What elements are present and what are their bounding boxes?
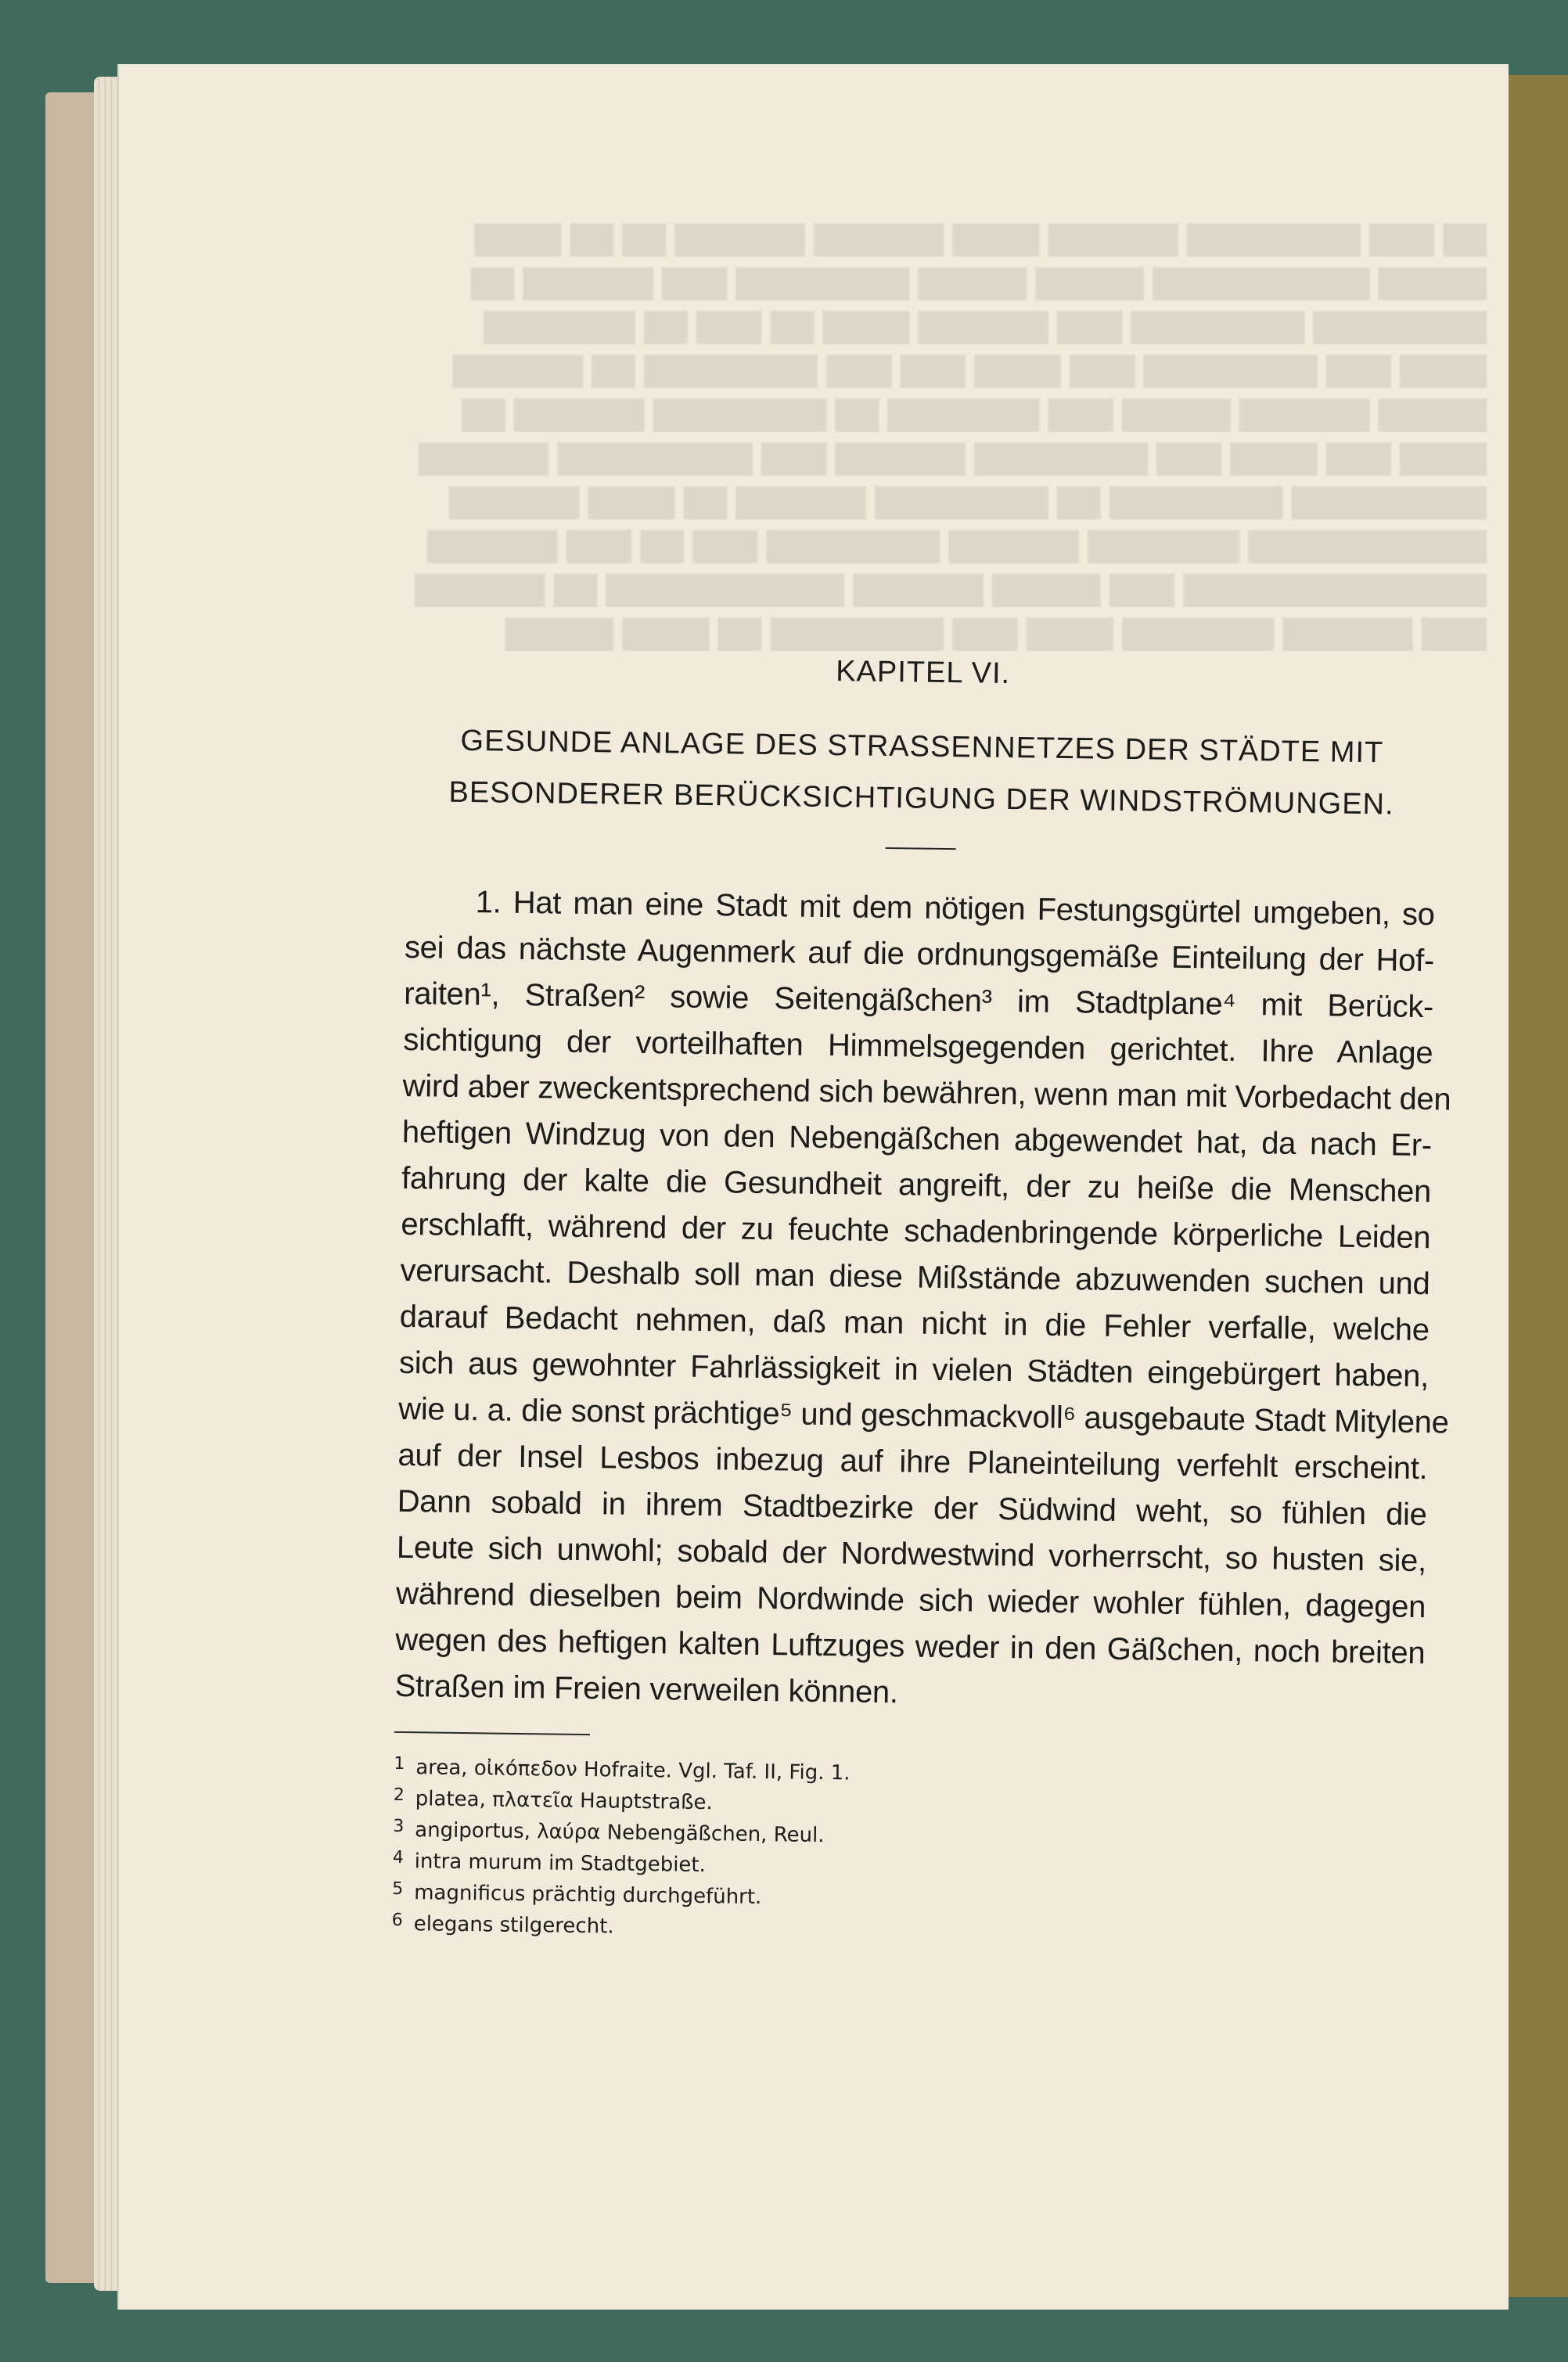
body-line: während dieselben beim Nordwinde sich wieder wohler fühlen, dagegen (395, 1576, 1426, 1625)
footnote-number: 5 (392, 1878, 404, 1900)
footnote-number: 6 (391, 1910, 403, 1931)
footnote-text: magnificus prächtig durchgeführt. (414, 1881, 762, 1910)
footnote-text: elegans stilgerecht. (413, 1912, 614, 1939)
body-line: wie u. a. die sonst prächtige⁵ und geschmackvoll⁶ ausgebaute Stadt Mitylene (398, 1391, 1449, 1440)
body-line: wegen des heftigen kalten Luftzuges weder in den Gäßchen, noch breiten (395, 1622, 1426, 1671)
body-line: Leute sich unwohl; sobald der Nordwestwind vorherrscht, so husten sie, (396, 1530, 1427, 1579)
footnote-text: platea, πλατεῖα Hauptstraße. (415, 1787, 713, 1815)
body-line: verursacht. Deshalb soll man diese Mißstände abzuwenden suchen und (400, 1253, 1430, 1302)
footnote-number: 3 (393, 1816, 405, 1837)
body-line: wird aber zweckentsprechend sich bewähren, wenn man mit Vorbedacht den (402, 1068, 1451, 1117)
body-line: sich aus gewohnter Fahrlässigkeit in vielen Städten eingebürgert haben, (398, 1345, 1430, 1394)
body-line: Straßen im Freien verweilen können. (394, 1668, 899, 1710)
body-line: 1. Hat man eine Stadt mit dem nötigen Festungsgürtel umgeben, so (475, 885, 1435, 933)
body-line: Dann sobald in ihrem Stadtbezirke der Südwind weht, so fühlen die (397, 1483, 1427, 1533)
body-line: erschlafft, während der zu feuchte schadenbringende körperliche Leiden (401, 1206, 1431, 1256)
heading-line-1: GESUNDE ANLAGE DES STRASSENNETZES DER STÄDTE MIT (460, 724, 1384, 770)
footnote-number: 4 (392, 1847, 404, 1868)
facing-page-edge (1507, 75, 1568, 2297)
footnote-text: intra murum im Stadtgebiet. (414, 1850, 707, 1878)
page-content (391, 649, 1451, 1951)
body-line: sichtigung der vorteilhaften Himmelsgegenden gerichtet. Ihre Anlage (403, 1022, 1433, 1071)
body-text (394, 879, 1451, 1723)
footnote-text: area, οἰκόπεδον Hofraite. Vgl. Taf. II, Fig. 1. (415, 1756, 851, 1785)
footnote-number: 1 (394, 1753, 405, 1774)
heading-line-2: BESONDERER BERÜCKSICHTIGUNG DER WINDSTRÖMUNGEN. (448, 775, 1394, 821)
body-line: heftigen Windzug von den Nebengäßchen abgewendet hat, da nach Er- (401, 1114, 1433, 1163)
footnote-text: angiportus, λαύρα Nebengäßchen, Reul. (415, 1818, 825, 1848)
chapter-heading (406, 714, 1437, 831)
body-line: sei das nächste Augenmerk auf die ordnungsgemäße Einteilung der Hof- (404, 929, 1435, 979)
body-line: darauf Bedacht nehmen, daß man nicht in die Fehler verfalle, welche (399, 1299, 1430, 1348)
footnote-rule (394, 1731, 590, 1735)
chapter-label: KAPITEL VI. (835, 655, 1011, 691)
show-through-text: ██ ███ ████████ ██████ ████ ██████ ██████ ██ ██ ████ █████ ██████████ █████ █████ ████████ ███ ██████ ██ ████████ ████████ ███ ██████ ████ ██ ███ ██ ███████ ████ ███ ████████ ███ ████ ███ ███ ████████ ██ ██████ █████ ██████ █████ ███ ███████ ██ ████████ ██████ ██ ████ ███ ████ ███ ████████ ██████ ███ █████████ ██████ █████████ ████████ ██ ████████ ██████ ██ ████ ██████ ███████████ ███████ ██████ ████████ ███ ██ ███ ██████ ██████████████ ███ █████ ██████ ███████████ ██ ██████ ███ ██████ ███████ ████ ███ ████████ ██ ████ █████ (415, 225, 1487, 651)
heading-divider (886, 847, 956, 850)
body-line: auf der Insel Lesbos inbezug auf ihre Planeinteilung verfehlt erscheint. (397, 1437, 1428, 1487)
footnote-number: 2 (393, 1785, 405, 1806)
footnotes (391, 1750, 1423, 1951)
body-line: raiten¹, Straßen² sowie Seitengäßchen³ im Stadtplane⁴ mit Berück- (403, 976, 1434, 1025)
body-line: fahrung der kalte die Gesundheit angreift, der zu heiße die Menschen (401, 1160, 1432, 1210)
